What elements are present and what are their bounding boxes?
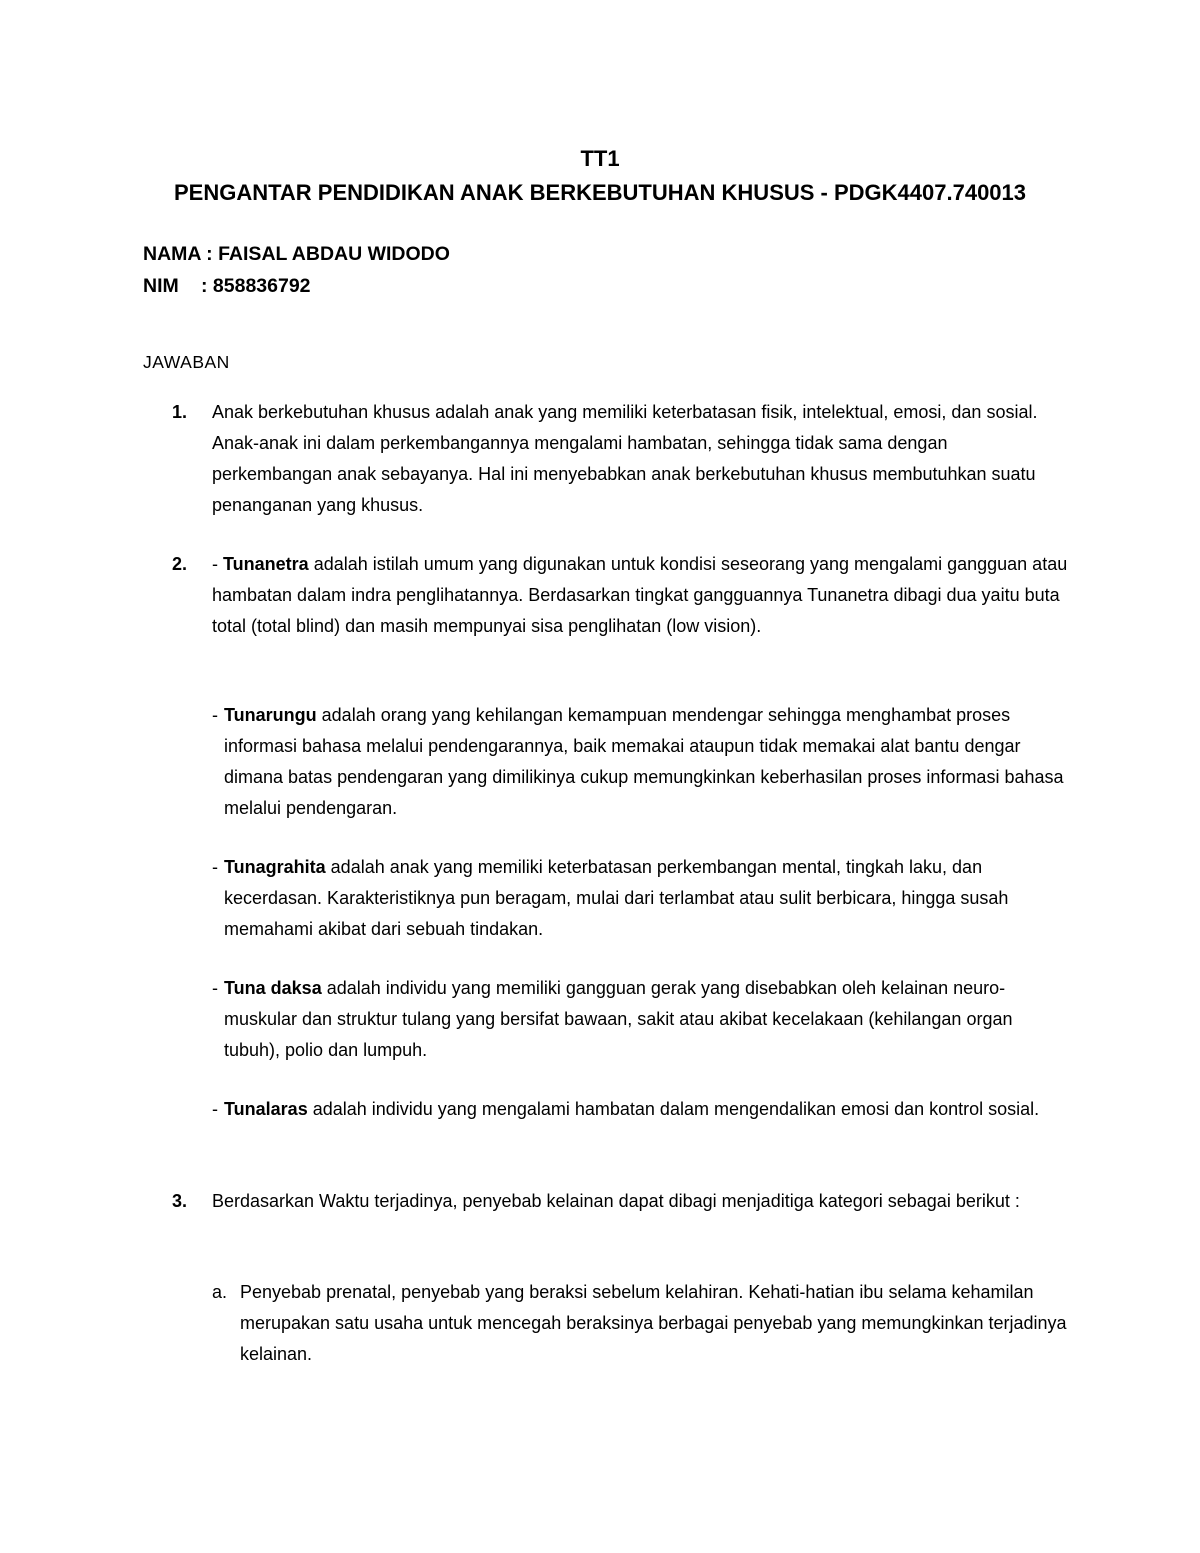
student-name: NAMA : FAISAL ABDAU WIDODO: [143, 243, 450, 265]
answer-1: [172, 397, 1072, 521]
definition: adalah orang yang kehilangan kemampuan mendengar sehingga menghambat proses informasi bahasa melalui pendengarannya, baik memakai ataupun tidak memakai alat bantu dengar dimana batas pendengaran yang dimilikinya cukup memungkinkan keberhasilan proses informasi bahasa melalui pendengaran.: [224, 705, 1064, 818]
answer-text: Berdasarkan Waktu terjadinya, penyebab kelainan dapat dibagi menjaditiga kategori sebagai berikut :: [212, 1191, 1020, 1211]
answer-number: 1.: [172, 402, 188, 422]
definition: adalah anak yang memiliki keterbatasan perkembangan mental, tingkah laku, dan kecerdasan. Karakteristiknya pun beragam, mulai dari terlambat atau sulit berbicara, hingga susah memahami akibat dari sebuah tindakan.: [224, 857, 1009, 939]
definition: adalah individu yang memiliki gangguan gerak yang disebabkan oleh kelainan neuro-muskular dan struktur tulang yang bersifat bawaan, sakit atau akibat kecelakaan (kehilangan organ tubuh), polio dan lumpuh.: [224, 978, 1013, 1060]
definition-item: [212, 700, 1072, 824]
definition: adalah istilah umum yang digunakan untuk kondisi seseorang yang mengalami gangguan atau hambatan dalam indra penglihatannya. Berdasarkan tingkat gangguannya Tunanetra dibagi dua yaitu buta total (total blind) dan masih mempunyai sisa penglihatan (low vision).: [212, 554, 1068, 636]
subitem-text: Penyebab prenatal, penyebab yang beraksi sebelum kelahiran. Kehati-hatian ibu selama kehamilan merupakan satu usaha untuk mencegah beraksinya berbagai penyebab yang memungkinkan terjadinya kelainan.: [240, 1282, 1067, 1364]
definition-text: [224, 1094, 1072, 1125]
term: Tunagrahita: [224, 857, 326, 877]
answer-text: Anak berkebutuhan khusus adalah anak yang memiliki keterbatasan fisik, intelektual, emosi, dan sosial. Anak-anak ini dalam perkembangannya mengalami hambatan, sehingga tidak sama dengan perkembangan anak sebayanya. Hal ini menyebabkan anak berkebutuhan khusus membutuhkan suatu penanganan yang khusus.: [212, 402, 1038, 515]
nim-label: NIM: [143, 275, 179, 297]
term: Tunalaras: [224, 1099, 308, 1119]
subitem-a: [212, 1277, 1072, 1370]
student-nim: [143, 275, 311, 298]
item-dash: -: [212, 857, 218, 877]
definition-text: [224, 973, 1072, 1066]
definition-text: [224, 700, 1072, 824]
definition-item: [212, 973, 1072, 1066]
item-dash: -: [212, 1099, 218, 1119]
answer-2: [172, 549, 1072, 642]
item-dash: -: [212, 554, 218, 574]
definition-item: [212, 852, 1072, 945]
definition: adalah individu yang mengalami hambatan dalam mengendalikan emosi dan kontrol sosial.: [307, 1099, 1040, 1119]
answers-heading: JAWABAN: [143, 352, 230, 372]
subitem-marker: a.: [212, 1282, 228, 1302]
definition-text: [224, 852, 1072, 945]
term: Tunarungu: [224, 705, 317, 725]
answer-number: 2.: [172, 554, 188, 574]
answer-3: [172, 1186, 1072, 1217]
term: Tuna daksa: [224, 978, 322, 998]
definition-item: [212, 1094, 1072, 1125]
course-title: PENGANTAR PENDIDIKAN ANAK BERKEBUTUHAN KHUSUS - PDGK4407.740013: [173, 180, 1027, 205]
term: Tunanetra: [223, 554, 309, 574]
item-dash: -: [212, 705, 218, 725]
item-dash: -: [212, 978, 218, 998]
answer-number: 3.: [172, 1191, 188, 1211]
answer-text: [212, 549, 1072, 642]
nim-value: : 858836792: [201, 275, 311, 297]
document-title-code: TT1: [580, 146, 620, 171]
